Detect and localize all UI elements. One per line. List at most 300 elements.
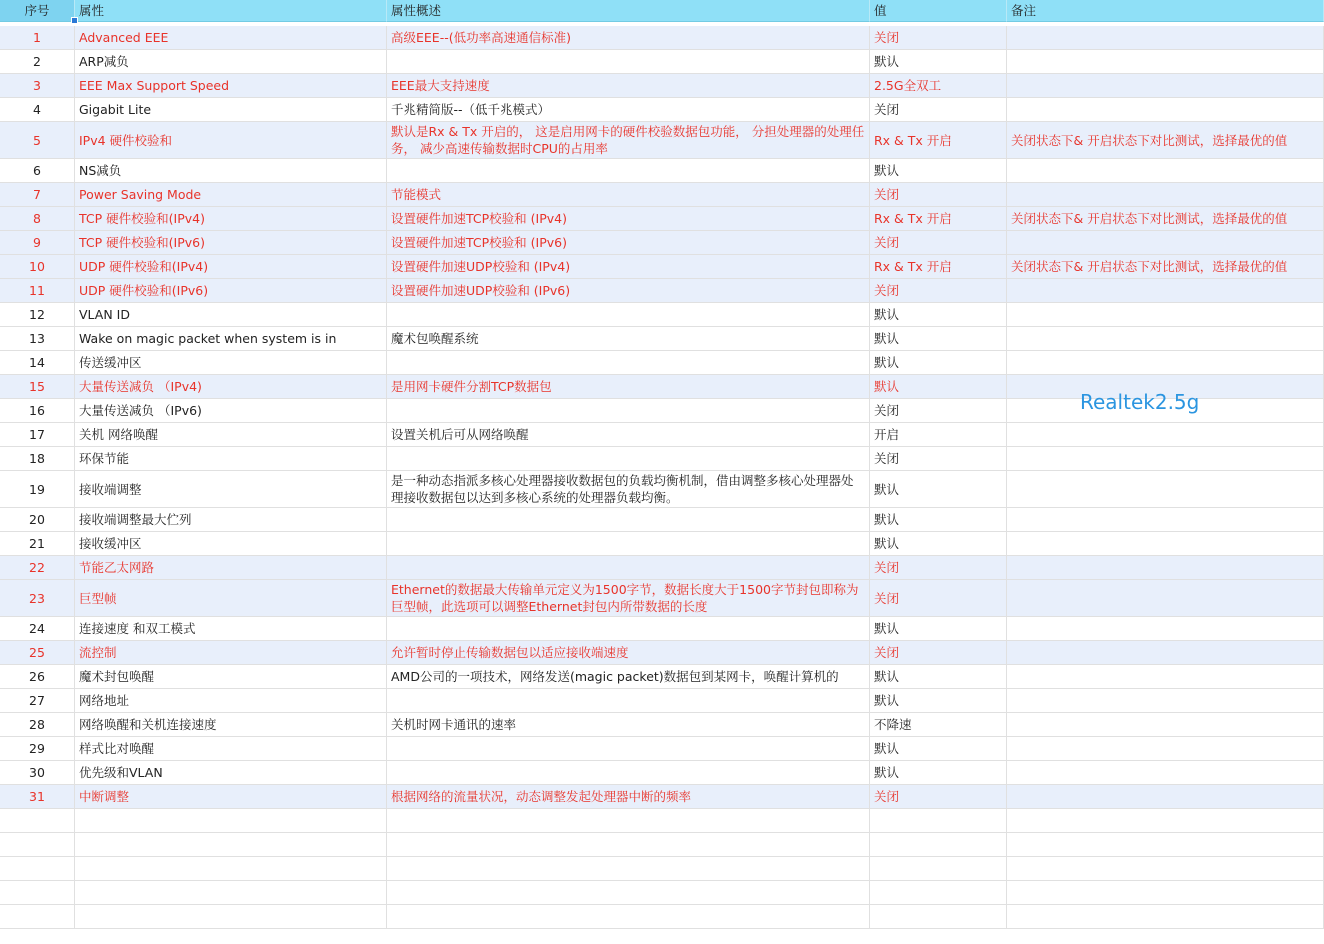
value-cell-text: 默认	[874, 307, 900, 322]
note-cell[interactable]	[1007, 26, 1324, 50]
attribute-cell[interactable]	[75, 580, 387, 617]
note-cell[interactable]	[1007, 327, 1324, 351]
attribute-cell[interactable]	[75, 279, 387, 303]
description-cell[interactable]	[387, 399, 870, 423]
value-cell[interactable]	[870, 327, 1007, 351]
description-cell[interactable]	[387, 50, 870, 74]
empty-cell[interactable]	[1007, 857, 1324, 881]
attribute-cell-text: 优先级和VLAN	[79, 765, 163, 780]
note-cell[interactable]	[1007, 641, 1324, 665]
empty-cell[interactable]	[0, 905, 75, 929]
description-cell[interactable]	[387, 255, 870, 279]
attribute-cell-text: 大量传送减负 （IPv4)	[79, 379, 202, 394]
attribute-cell[interactable]	[75, 183, 387, 207]
note-cell[interactable]	[1007, 423, 1324, 447]
row-number-cell[interactable]	[0, 231, 75, 255]
description-cell-text: 允许暂时停止传输数据包以适应接收端速度	[391, 645, 629, 660]
description-cell-text: 千兆精简版--（低千兆模式）	[391, 102, 551, 117]
table-row	[0, 761, 1324, 785]
empty-cell[interactable]	[75, 905, 387, 929]
value-cell-text: Rx & Tx 开启	[874, 211, 952, 226]
description-cell[interactable]	[387, 231, 870, 255]
row-number-cell[interactable]	[0, 159, 75, 183]
row-number-cell[interactable]	[0, 761, 75, 785]
table-row	[0, 447, 1324, 471]
value-cell-text: 默认	[874, 669, 900, 684]
row-number-cell[interactable]	[0, 532, 75, 556]
value-cell[interactable]	[870, 279, 1007, 303]
description-cell-text: 关机时网卡通讯的速率	[391, 717, 517, 732]
attribute-cell[interactable]	[75, 737, 387, 761]
note-cell[interactable]	[1007, 532, 1324, 556]
row-number-cell-text: 13	[29, 331, 45, 346]
description-cell[interactable]	[387, 532, 870, 556]
value-cell-text: 关闭	[874, 283, 900, 298]
value-cell[interactable]	[870, 50, 1007, 74]
row-number-cell-text: 3	[33, 78, 41, 93]
empty-cell[interactable]	[1007, 881, 1324, 905]
value-cell[interactable]	[870, 761, 1007, 785]
empty-cell[interactable]	[75, 833, 387, 857]
value-cell[interactable]	[870, 532, 1007, 556]
row-number-cell[interactable]	[0, 580, 75, 617]
table-row	[0, 327, 1324, 351]
value-cell[interactable]	[870, 556, 1007, 580]
empty-row	[0, 809, 1324, 833]
attribute-cell[interactable]	[75, 556, 387, 580]
attribute-cell[interactable]	[75, 617, 387, 641]
value-cell[interactable]	[870, 665, 1007, 689]
attribute-cell-text: 样式比对唤醒	[79, 741, 155, 756]
description-cell[interactable]	[387, 207, 870, 231]
row-number-cell[interactable]	[0, 399, 75, 423]
row-number-cell-text: 25	[29, 645, 45, 660]
attribute-cell-text: 接收缓冲区	[79, 536, 142, 551]
row-number-cell-text: 5	[33, 132, 41, 148]
attribute-cell-text: 大量传送减负 （IPv6)	[79, 403, 202, 418]
attribute-cell[interactable]	[75, 122, 387, 159]
description-cell-text: 默认是Rx & Tx 开启的， 这是启用网卡的硬件校验数据包功能， 分担处理器的处理任务， 减少高速传输数据时CPU的占用率	[391, 124, 865, 156]
value-cell[interactable]	[870, 471, 1007, 508]
note-cell[interactable]	[1007, 471, 1324, 508]
value-cell[interactable]	[870, 447, 1007, 471]
empty-cell[interactable]	[75, 809, 387, 833]
row-number-cell[interactable]	[0, 641, 75, 665]
description-cell[interactable]	[387, 617, 870, 641]
value-cell[interactable]	[870, 713, 1007, 737]
row-number-cell[interactable]	[0, 375, 75, 399]
empty-cell[interactable]	[387, 809, 870, 833]
note-cell[interactable]	[1007, 617, 1324, 641]
description-cell-text: EEE最大支持速度	[391, 78, 490, 93]
value-cell[interactable]	[870, 26, 1007, 50]
row-number-cell-text: 16	[29, 403, 45, 418]
header-no[interactable]	[0, 0, 75, 22]
value-cell[interactable]	[870, 122, 1007, 159]
value-cell-text: 默认	[874, 54, 900, 69]
row-number-cell-text: 27	[29, 693, 45, 708]
row-number-cell[interactable]	[0, 689, 75, 713]
table-row	[0, 183, 1324, 207]
description-cell[interactable]	[387, 689, 870, 713]
attribute-cell-text: 中断调整	[79, 789, 130, 804]
value-cell-text: Rx & Tx 开启	[874, 259, 952, 274]
row-number-cell-text: 2	[33, 54, 41, 69]
table-row	[0, 556, 1324, 580]
value-cell-text: 默认	[874, 355, 900, 370]
description-cell[interactable]	[387, 508, 870, 532]
value-cell-text: 关闭	[874, 590, 900, 606]
description-cell-text: 节能模式	[391, 187, 442, 202]
attribute-cell[interactable]	[75, 447, 387, 471]
note-cell[interactable]	[1007, 122, 1324, 159]
value-cell[interactable]	[870, 231, 1007, 255]
table-row	[0, 471, 1324, 508]
row-number-cell-text: 21	[29, 536, 45, 551]
row-number-cell[interactable]	[0, 447, 75, 471]
row-number-cell[interactable]	[0, 50, 75, 74]
attribute-cell-text: 节能乙太网路	[79, 560, 155, 575]
description-cell[interactable]	[387, 303, 870, 327]
description-cell[interactable]	[387, 785, 870, 809]
header-attr-label: 属性	[79, 3, 105, 18]
value-cell-text: 关闭	[874, 187, 900, 202]
row-number-cell[interactable]	[0, 98, 75, 122]
value-cell-text: 默认	[874, 379, 900, 394]
description-cell-text: 高级EEE--(低功率高速通信标准)	[391, 30, 571, 45]
attribute-cell[interactable]	[75, 351, 387, 375]
table-row	[0, 98, 1324, 122]
attribute-cell-text: TCP 硬件校验和(IPv4)	[79, 211, 205, 226]
note-cell[interactable]	[1007, 689, 1324, 713]
row-number-cell[interactable]	[0, 617, 75, 641]
table-row	[0, 303, 1324, 327]
empty-cell[interactable]	[870, 857, 1007, 881]
description-cell[interactable]	[387, 159, 870, 183]
empty-cell[interactable]	[387, 881, 870, 905]
description-cell-text: 设置硬件加速TCP校验和 (IPv4)	[391, 211, 567, 226]
value-cell[interactable]	[870, 423, 1007, 447]
attribute-cell[interactable]	[75, 327, 387, 351]
attribute-cell[interactable]	[75, 641, 387, 665]
note-cell[interactable]	[1007, 447, 1324, 471]
attribute-cell[interactable]	[75, 74, 387, 98]
empty-cell[interactable]	[75, 857, 387, 881]
value-cell[interactable]	[870, 641, 1007, 665]
value-cell-text: 默认	[874, 693, 900, 708]
empty-row	[0, 905, 1324, 929]
attribute-cell[interactable]	[75, 761, 387, 785]
value-cell-text: 开启	[874, 427, 900, 442]
value-cell-text: 不降速	[874, 717, 912, 732]
empty-cell[interactable]	[75, 881, 387, 905]
description-cell[interactable]	[387, 737, 870, 761]
value-cell[interactable]	[870, 351, 1007, 375]
table-row	[0, 122, 1324, 159]
row-number-cell[interactable]	[0, 255, 75, 279]
row-number-cell[interactable]	[0, 713, 75, 737]
value-cell-text: 关闭	[874, 560, 900, 575]
value-cell-text: 默认	[874, 163, 900, 178]
note-cell[interactable]	[1007, 74, 1324, 98]
row-number-cell[interactable]	[0, 737, 75, 761]
table-row	[0, 423, 1324, 447]
value-cell-text: 默认	[874, 481, 900, 497]
row-number-cell-text: 17	[29, 427, 45, 442]
table-row	[0, 26, 1324, 50]
row-number-cell-text: 10	[29, 259, 45, 274]
value-cell[interactable]	[870, 159, 1007, 183]
attribute-cell-text: TCP 硬件校验和(IPv6)	[79, 235, 205, 250]
attribute-cell[interactable]	[75, 471, 387, 508]
note-cell[interactable]	[1007, 580, 1324, 617]
note-cell[interactable]	[1007, 351, 1324, 375]
row-number-cell-text: 12	[29, 307, 45, 322]
note-cell[interactable]	[1007, 713, 1324, 737]
description-cell-text: AMD公司的一项技术，网络发送(magic packet)数据包到某网卡，唤醒计算机的	[391, 669, 839, 684]
row-number-cell[interactable]	[0, 74, 75, 98]
empty-cell[interactable]	[387, 857, 870, 881]
header-value[interactable]	[870, 0, 1007, 22]
attribute-cell-text: ARP减负	[79, 54, 129, 69]
empty-cell[interactable]	[1007, 809, 1324, 833]
empty-cell[interactable]	[387, 905, 870, 929]
row-number-cell-text: 22	[29, 560, 45, 575]
attribute-cell[interactable]	[75, 255, 387, 279]
row-number-cell[interactable]	[0, 122, 75, 159]
value-cell[interactable]	[870, 98, 1007, 122]
value-cell[interactable]	[870, 207, 1007, 231]
description-cell-text: 设置硬件加速TCP校验和 (IPv6)	[391, 235, 567, 250]
description-cell[interactable]	[387, 74, 870, 98]
empty-row	[0, 833, 1324, 857]
note-cell[interactable]	[1007, 785, 1324, 809]
attribute-cell[interactable]	[75, 159, 387, 183]
note-cell[interactable]	[1007, 207, 1324, 231]
empty-cell[interactable]	[1007, 833, 1324, 857]
description-cell-text: 魔术包唤醒系统	[391, 331, 479, 346]
description-cell[interactable]	[387, 351, 870, 375]
row-number-cell-text: 11	[29, 283, 45, 298]
value-cell[interactable]	[870, 303, 1007, 327]
note-cell[interactable]	[1007, 761, 1324, 785]
value-cell-text: 默认	[874, 765, 900, 780]
attribute-cell-text: IPv4 硬件校验和	[79, 132, 173, 148]
attribute-cell-text: Gigabit Lite	[79, 102, 152, 117]
description-cell[interactable]	[387, 447, 870, 471]
description-cell[interactable]	[387, 98, 870, 122]
row-number-cell[interactable]	[0, 351, 75, 375]
row-number-cell[interactable]	[0, 785, 75, 809]
empty-cell[interactable]	[870, 881, 1007, 905]
attribute-cell[interactable]	[75, 689, 387, 713]
table-row	[0, 580, 1324, 617]
empty-cell[interactable]	[387, 833, 870, 857]
watermark-label: Realtek2.5g	[1080, 390, 1200, 414]
attribute-cell[interactable]	[75, 98, 387, 122]
table-row	[0, 159, 1324, 183]
row-number-cell-text: 30	[29, 765, 45, 780]
header-desc-label: 属性概述	[391, 3, 442, 18]
value-cell[interactable]	[870, 737, 1007, 761]
value-cell[interactable]	[870, 375, 1007, 399]
value-cell-text: 关闭	[874, 403, 900, 418]
header-desc[interactable]	[387, 0, 870, 22]
empty-cell[interactable]	[0, 881, 75, 905]
description-cell[interactable]	[387, 713, 870, 737]
row-number-cell-text: 23	[29, 590, 45, 606]
value-cell[interactable]	[870, 785, 1007, 809]
value-cell[interactable]	[870, 399, 1007, 423]
empty-cell[interactable]	[1007, 905, 1324, 929]
attribute-cell-text: 流控制	[79, 645, 117, 660]
row-number-cell-text: 18	[29, 451, 45, 466]
description-cell[interactable]	[387, 279, 870, 303]
note-cell[interactable]	[1007, 279, 1324, 303]
description-cell[interactable]	[387, 375, 870, 399]
attribute-cell[interactable]	[75, 508, 387, 532]
empty-cell[interactable]	[870, 905, 1007, 929]
empty-cell[interactable]	[0, 809, 75, 833]
attribute-cell[interactable]	[75, 50, 387, 74]
attribute-cell-text: NS减负	[79, 163, 122, 178]
value-cell[interactable]	[870, 74, 1007, 98]
row-number-cell[interactable]	[0, 279, 75, 303]
attribute-cell-text: VLAN ID	[79, 307, 130, 322]
value-cell-text: 默认	[874, 536, 900, 551]
header-value-label: 值	[874, 3, 887, 18]
value-cell[interactable]	[870, 183, 1007, 207]
empty-cell[interactable]	[870, 809, 1007, 833]
attribute-cell[interactable]	[75, 303, 387, 327]
table-row	[0, 617, 1324, 641]
table-row	[0, 74, 1324, 98]
table-row	[0, 713, 1324, 737]
note-cell[interactable]	[1007, 508, 1324, 532]
row-number-cell[interactable]	[0, 423, 75, 447]
attribute-cell[interactable]	[75, 423, 387, 447]
row-number-cell[interactable]	[0, 556, 75, 580]
attribute-cell[interactable]	[75, 26, 387, 50]
header-row	[0, 0, 1324, 22]
row-number-cell-text: 31	[29, 789, 45, 804]
attribute-cell[interactable]	[75, 231, 387, 255]
note-cell[interactable]	[1007, 255, 1324, 279]
row-number-cell[interactable]	[0, 508, 75, 532]
row-number-cell-text: 19	[29, 481, 45, 497]
note-cell[interactable]	[1007, 303, 1324, 327]
description-cell-text: Ethernet的数据最大传输单元定义为1500字节，数据长度大于1500字节封包即称为巨型帧，此选项可以调整Ethernet封包内所带数据的长度	[391, 582, 859, 614]
selection-fill-handle[interactable]	[71, 17, 78, 24]
row-number-cell-text: 26	[29, 669, 45, 684]
attribute-cell[interactable]	[75, 532, 387, 556]
description-cell[interactable]	[387, 183, 870, 207]
row-number-cell-text: 14	[29, 355, 45, 370]
description-cell-text: 是用网卡硬件分割TCP数据包	[391, 379, 552, 394]
empty-cell[interactable]	[0, 833, 75, 857]
description-cell[interactable]	[387, 327, 870, 351]
row-number-cell-text: 29	[29, 741, 45, 756]
value-cell-text: 关闭	[874, 235, 900, 250]
note-cell[interactable]	[1007, 159, 1324, 183]
table-row	[0, 665, 1324, 689]
row-number-cell[interactable]	[0, 183, 75, 207]
note-cell[interactable]	[1007, 50, 1324, 74]
value-cell-text: 默认	[874, 512, 900, 527]
description-cell[interactable]	[387, 665, 870, 689]
note-cell[interactable]	[1007, 737, 1324, 761]
description-cell-text: 设置硬件加速UDP校验和 (IPv4)	[391, 259, 571, 274]
value-cell-text: Rx & Tx 开启	[874, 132, 952, 148]
attribute-cell[interactable]	[75, 207, 387, 231]
description-cell[interactable]	[387, 423, 870, 447]
description-cell[interactable]	[387, 26, 870, 50]
header-attr[interactable]	[75, 0, 387, 22]
header-note-label: 备注	[1011, 3, 1037, 18]
description-cell[interactable]	[387, 556, 870, 580]
row-number-cell[interactable]	[0, 26, 75, 50]
note-cell[interactable]	[1007, 183, 1324, 207]
table-row	[0, 508, 1324, 532]
attribute-cell-text: 传送缓冲区	[79, 355, 142, 370]
value-cell[interactable]	[870, 255, 1007, 279]
attribute-cell-text: 魔术封包唤醒	[79, 669, 155, 684]
value-cell-text: 关闭	[874, 451, 900, 466]
attribute-cell[interactable]	[75, 665, 387, 689]
description-cell-text: 设置硬件加速UDP校验和 (IPv6)	[391, 283, 571, 298]
note-cell[interactable]	[1007, 556, 1324, 580]
row-number-cell[interactable]	[0, 471, 75, 508]
description-cell[interactable]	[387, 641, 870, 665]
row-number-cell-text: 24	[29, 621, 45, 636]
row-number-cell-text: 6	[33, 163, 41, 178]
row-number-cell[interactable]	[0, 665, 75, 689]
empty-cell[interactable]	[0, 857, 75, 881]
empty-cell[interactable]	[870, 833, 1007, 857]
description-cell-text: 设置关机后可从网络唤醒	[391, 427, 529, 442]
description-cell[interactable]	[387, 122, 870, 159]
note-cell[interactable]	[1007, 665, 1324, 689]
row-number-cell[interactable]	[0, 303, 75, 327]
row-number-cell[interactable]	[0, 207, 75, 231]
description-cell[interactable]	[387, 761, 870, 785]
value-cell[interactable]	[870, 689, 1007, 713]
table-row	[0, 50, 1324, 74]
value-cell-text: 默认	[874, 331, 900, 346]
value-cell[interactable]	[870, 617, 1007, 641]
attribute-cell-text: 连接速度 和双工模式	[79, 621, 196, 636]
attribute-cell[interactable]	[75, 713, 387, 737]
attribute-cell[interactable]	[75, 375, 387, 399]
row-number-cell[interactable]	[0, 327, 75, 351]
table-row	[0, 207, 1324, 231]
attribute-cell[interactable]	[75, 785, 387, 809]
row-number-cell-text: 20	[29, 512, 45, 527]
table-row	[0, 641, 1324, 665]
note-cell[interactable]	[1007, 98, 1324, 122]
row-number-cell-text: 8	[33, 211, 41, 226]
attribute-cell[interactable]	[75, 399, 387, 423]
note-cell[interactable]	[1007, 231, 1324, 255]
description-cell[interactable]	[387, 580, 870, 617]
table-row	[0, 737, 1324, 761]
empty-row	[0, 857, 1324, 881]
value-cell[interactable]	[870, 580, 1007, 617]
header-note[interactable]	[1007, 0, 1324, 22]
value-cell[interactable]	[870, 508, 1007, 532]
description-cell[interactable]	[387, 471, 870, 508]
attribute-cell-text: UDP 硬件校验和(IPv6)	[79, 283, 209, 298]
